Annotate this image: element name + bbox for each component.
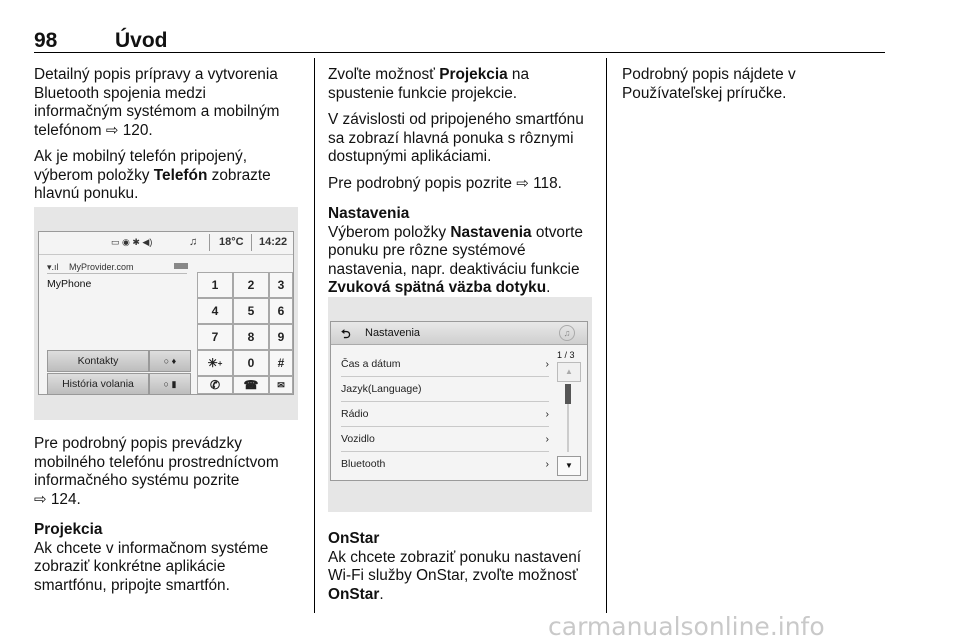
mic-icon[interactable]: ○ ♦ bbox=[149, 350, 191, 372]
paragraph: V závislosti od pripojeného smartfónu sa zobrazí hlavná ponuka s rôznymi dostupnými aplikáciami. bbox=[328, 111, 584, 165]
column-1 bbox=[34, 66, 299, 212]
column-1-lower bbox=[34, 435, 299, 603]
paragraph: Výberom položky Nastavenia otvorte ponuku pre rôzne systémové nastavenia, napr. deaktiváciu funkcie Zvuková spätná väzba dotyku. bbox=[328, 223, 583, 296]
settings-titlebar bbox=[331, 322, 587, 345]
status-bar bbox=[39, 232, 293, 255]
paragraph: Podrobný popis nájdete v Používateľskej príručke. bbox=[622, 66, 796, 102]
paragraph: Ak je mobilný telefón pripojený, výberom položky Telefón zobrazte hlavnú ponuku. bbox=[34, 148, 271, 202]
page-title: Úvod bbox=[115, 29, 168, 52]
column-2-lower bbox=[328, 530, 598, 612]
scrollbar-thumb[interactable] bbox=[565, 384, 571, 404]
key-6[interactable]: 6 bbox=[269, 298, 293, 324]
paragraph: Ak chcete v informačnom systéme zobraziť konkrétne aplikácie smartfónu, pripojte smartfón. bbox=[34, 539, 269, 594]
call-history-button[interactable]: História volania bbox=[47, 373, 149, 395]
paragraph: Zvoľte možnosť Projekcia na spustenie funkcie projekcie. bbox=[328, 66, 530, 102]
key-1[interactable]: 1 bbox=[197, 272, 233, 298]
phone-screen bbox=[38, 231, 294, 395]
music-icon[interactable]: ♫ bbox=[559, 325, 575, 341]
hangup-icon[interactable]: ☎ bbox=[233, 376, 269, 394]
key-8[interactable]: 8 bbox=[233, 324, 269, 350]
key-3[interactable]: 3 bbox=[269, 272, 293, 298]
key-4[interactable]: 4 bbox=[197, 298, 233, 324]
scroll-down-icon[interactable]: ▼ bbox=[557, 456, 581, 476]
column-divider bbox=[606, 58, 607, 613]
list-item[interactable]: Bluetooth › bbox=[341, 458, 549, 470]
chevron-right-icon: › bbox=[545, 408, 549, 420]
temperature: 18°C bbox=[219, 236, 244, 248]
page-ref-icon: ⇨ bbox=[34, 490, 47, 508]
list-item[interactable]: Jazyk(Language) bbox=[341, 377, 549, 402]
section-heading: OnStar bbox=[328, 530, 380, 547]
page-ref-link[interactable]: 120. bbox=[122, 121, 153, 139]
page-ref-link[interactable]: 124. bbox=[50, 490, 81, 508]
mail-icon[interactable]: ✉ bbox=[269, 376, 293, 394]
watermark: carmanualsonline.info bbox=[548, 612, 825, 641]
header-rule bbox=[34, 52, 885, 53]
page-indicator: 1 / 3 bbox=[557, 350, 575, 360]
list-item[interactable]: Rádio › bbox=[341, 402, 549, 427]
contacts-button[interactable]: Kontakty bbox=[47, 350, 149, 372]
paragraph: Pre podrobný popis pozrite ⇨ 118. bbox=[328, 174, 562, 192]
paragraph: Ak chcete zobraziť ponuku nastavení Wi-Fi služby OnStar, zvoľte možnosť OnStar. bbox=[328, 548, 582, 603]
phone-name: MyPhone bbox=[47, 278, 92, 290]
provider-name: MyProvider.com bbox=[69, 262, 134, 272]
key-5[interactable]: 5 bbox=[233, 298, 269, 324]
page-ref-link[interactable]: 118. bbox=[533, 174, 562, 192]
back-icon[interactable]: ⮌ bbox=[341, 327, 351, 341]
section-heading: Nastavenia bbox=[328, 205, 410, 222]
column-3 bbox=[622, 66, 887, 111]
settings-title: Nastavenia bbox=[365, 327, 421, 339]
page-number: 98 bbox=[34, 29, 58, 52]
section-heading: Projekcia bbox=[34, 521, 103, 538]
clock: 14:22 bbox=[259, 236, 288, 248]
speaker-icon[interactable]: ○ ▮ bbox=[149, 373, 191, 395]
column-divider bbox=[314, 58, 315, 613]
phone-screenshot bbox=[34, 207, 298, 420]
key-hash[interactable]: # bbox=[269, 350, 293, 376]
list-item[interactable]: Vozidlo › bbox=[341, 427, 549, 452]
chevron-right-icon: › bbox=[545, 358, 549, 370]
settings-screenshot bbox=[328, 297, 592, 512]
settings-screen bbox=[330, 321, 588, 481]
key-0[interactable]: 0 bbox=[233, 350, 269, 376]
status-icons: ▭ ◉ ✱ ◀) bbox=[111, 237, 153, 247]
page-ref-icon: ⇨ bbox=[105, 121, 119, 139]
scroll-up-icon[interactable]: ▲ bbox=[557, 362, 581, 382]
list-item[interactable]: Čas a dátum › bbox=[341, 352, 549, 377]
call-icon[interactable]: ✆ bbox=[197, 376, 233, 394]
chevron-right-icon: › bbox=[545, 433, 549, 445]
key-9[interactable]: 9 bbox=[269, 324, 293, 350]
chevron-right-icon: › bbox=[545, 458, 549, 470]
paragraph: Pre podrobný popis prevádzky mobilného telefónu prostredníctvom informačného systému pozrite ⇨ 124. bbox=[34, 435, 279, 508]
paragraph: Detailný popis prípravy a vytvorenia Bluetooth spojenia medzi informačným systémom a mobilným telefónom ⇨ 120. bbox=[34, 66, 280, 139]
music-icon[interactable]: ♫ bbox=[189, 236, 198, 248]
signal-icon: ▾.ıl bbox=[47, 262, 59, 272]
key-2[interactable]: 2 bbox=[233, 272, 269, 298]
column-2 bbox=[328, 66, 598, 306]
key-star[interactable]: ✳ + bbox=[197, 350, 233, 376]
battery-icon bbox=[174, 263, 188, 269]
page-ref-icon: ⇨ bbox=[516, 174, 529, 192]
key-7[interactable]: 7 bbox=[197, 324, 233, 350]
